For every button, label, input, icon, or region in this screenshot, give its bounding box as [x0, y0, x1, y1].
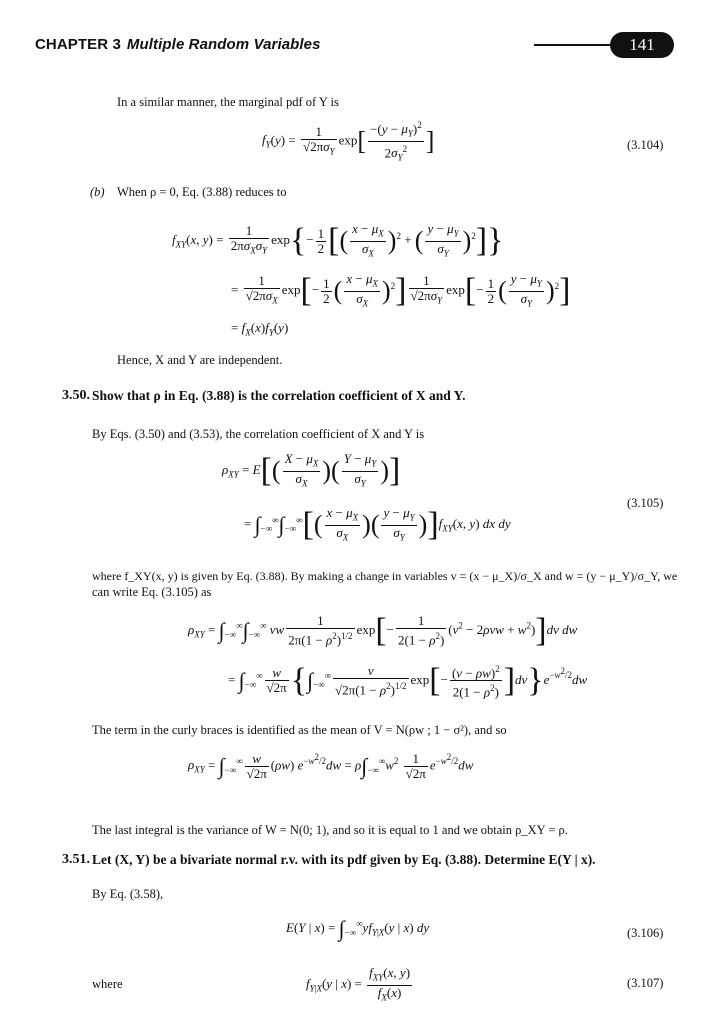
equation-3-105-line1: $\rho_{XY} = E$[( $\frac{X - \mu_X}{\sigma_X}$ )( $\frac{Y - \mu_Y}{\sigma_Y}$ )]	[222, 451, 401, 490]
chapter-label: CHAPTER 3	[35, 36, 121, 53]
equation-product-pdf: = $f_X(x)f_Y(y)$	[231, 320, 289, 338]
chapter-title: Multiple Random Variables	[126, 36, 321, 53]
chapter-header	[35, 36, 321, 53]
problem-3-50-by-text: By Eqs. (3.50) and (3.53), the correlation coefficient of X and Y is	[92, 427, 425, 441]
part-b-label: (b)	[90, 185, 105, 199]
problem-3-51-number: 3.51.	[62, 852, 90, 867]
where-text-1: where f_XY(x, y) is given by Eq. (3.88). By making a change in variables v = (x − μ_X)/σ_X and w = (y − μ_Y)/σ_Y, we	[92, 569, 678, 583]
curly-braces-text: The term in the curly braces is identified as the mean of V = N(ρw ; 1 − σ²), and so	[92, 723, 507, 737]
equation-change-vars-line2: = $\int_{-\infty}^\infty$ $\frac{w}{√2\pi}$ {$\int_{-\infty}^\infty$ $\frac{v}{√2\pi(1 - \rho^2)^{1/2}}$ exp[− $\frac{(v - \rho w)^2}{2(1 - \rho^2)}$ ]$dv\}e^{-w^2/2}dw$	[228, 661, 588, 700]
equation-3-104: $f_Y(y)$ = $\frac{1}{√2\pi\sigma_Y}$ exp[ $\frac{-(y - \mu_Y)^2}{2\sigma_Y^2}$ ]	[262, 120, 435, 163]
equation-factored-pdf: = $\frac{1}{√2\pi\sigma_X}$ exp[− $\frac{1}{2}$ ( $\frac{x - \mu_X}{\sigma_X}$ )$^2$] $\frac{1}{√2\pi\sigma_Y}$ exp[− $\frac{1}{2}$ ( $\frac{y - \mu_Y}{\sigma_Y}$ )$^2$]	[231, 271, 571, 310]
equation-joint-pdf: $f_{XY}(x$, y) = $\frac{1}{2\pi\sigma_X\sigma_Y}$ exp{− $\frac{1}{2}$ [( $\frac{x - \mu_X}{\sigma_X}$ )$^2$ + ( $\frac{y - \mu_Y}{\sigma_Y}$ )$^2$]}	[172, 221, 504, 260]
part-b-text: When ρ = 0, Eq. (3.88) reduces to	[117, 185, 287, 199]
equation-number-3-107: (3.107)	[627, 976, 664, 990]
equation-3-105-line2: = $\int_{-\infty}^\infty\int_{-\infty}^\infty$[( $\frac{x - \mu_X}{\sigma_X}$ )( $\frac{y - \mu_Y}{\sigma_Y}$ )]$f_{XY}(x$, y) dx dy	[244, 505, 511, 544]
problem-3-50-number: 3.50.	[62, 388, 90, 403]
problem-3-51-text: Let (X, Y) be a bivariate normal r.v. with its pdf given by Eq. (3.88). Determine E(Y | x).	[92, 852, 596, 867]
intro-text: In a similar manner, the marginal pdf of Y is	[117, 95, 339, 109]
equation-number-3-106: (3.106)	[627, 926, 664, 940]
where-text-2: can write Eq. (3.105) as	[92, 585, 212, 599]
page-number: 141	[610, 32, 674, 58]
equation-number-3-104: (3.104)	[627, 138, 664, 152]
problem-3-50-text: Show that ρ in Eq. (3.88) is the correlation coefficient of X and Y.	[92, 388, 466, 403]
equation-mean-variance: $\rho_{XY} = \int_{-\infty}^\infty$ $\frac{w}{√2\pi}$ (ρw) $e^{-w^2/2}dw = \rho\int_{-\infty}^\infty w^2$ $\frac{1}{√2\pi}$ $e^{-w^2/2}dw$	[188, 751, 474, 781]
equation-3-106: E(Y | $x) = \int_{-\infty}^\infty yf_{Y|X}(y$ | x) dy	[286, 916, 430, 941]
last-integral-text: The last integral is the variance of W = N(0; 1), and so it is equal to 1 and we obtain ρ_XY = ρ.	[92, 823, 568, 837]
problem-3-51-by-text: By Eq. (3.58),	[92, 887, 164, 901]
equation-number-3-105: (3.105)	[627, 496, 664, 510]
equation-change-vars-line1: $\rho_{XY} = \int_{-\infty}^\infty\int_{-\infty}^\infty$ vw $\frac{1}{2\pi(1 - \rho^2)^{1/2}}$ exp[− $\frac{1}{2(1 - \rho^2)}$ $(v^2 - 2\rho vw + w^2)]dv$ dw	[188, 612, 578, 649]
hence-text: Hence, X and Y are independent.	[117, 353, 283, 367]
equation-3-107: $f_{Y|X}(y$ | x) = $\frac{f_{XY}(x, y)}{f_X(x)}$	[306, 965, 411, 1003]
where-label: where	[92, 977, 123, 991]
